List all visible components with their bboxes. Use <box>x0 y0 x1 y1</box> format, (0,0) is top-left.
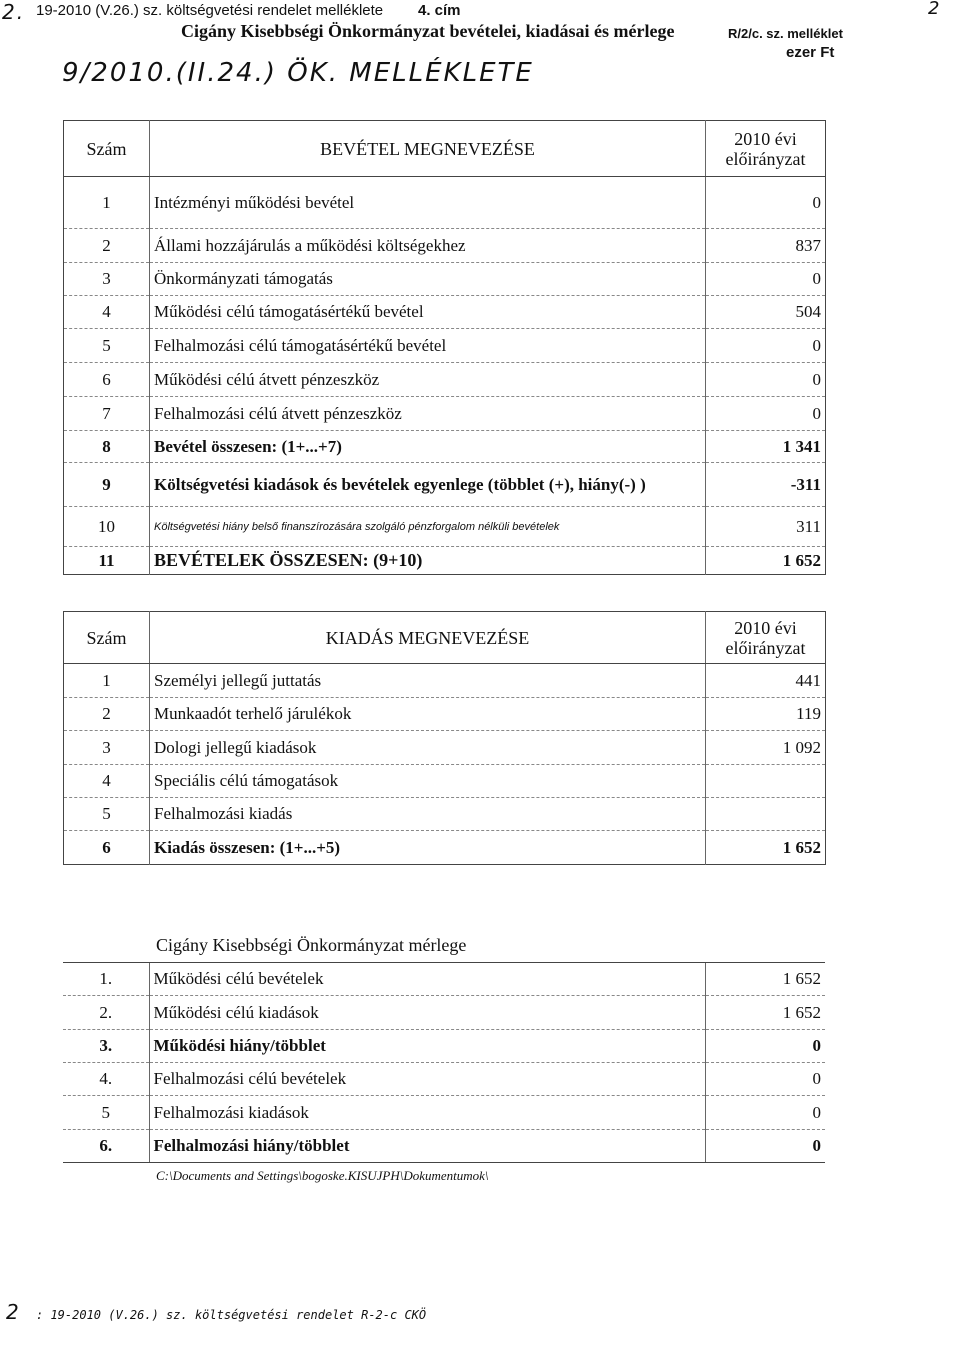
row-value: 0 <box>705 1130 825 1163</box>
row-value <box>706 765 826 798</box>
row-value: 119 <box>706 698 826 731</box>
row-name: Intézményi működési bevétel <box>150 177 706 229</box>
row-value: 0 <box>706 177 826 229</box>
row-name: Felhalmozási hiány/többlet <box>149 1130 705 1163</box>
currency-unit: ezer Ft <box>786 44 835 61</box>
row-value: 837 <box>706 229 826 263</box>
income-col-value-header: 2010 évi előirányzat <box>706 121 826 177</box>
table-row <box>63 1096 825 1130</box>
row-name: Munkaadót terhelő járulékok <box>150 698 706 731</box>
row-number: 4 <box>64 765 150 798</box>
income-table <box>63 120 826 575</box>
balance-table <box>63 962 825 1163</box>
balance-title: Cigány Kisebbségi Önkormányzat mérlege <box>156 935 467 955</box>
table-row <box>64 765 826 798</box>
table-row <box>64 329 826 363</box>
row-value: 0 <box>705 1096 825 1130</box>
row-value: 1 652 <box>705 963 825 996</box>
row-name: Működési hiány/többlet <box>149 1030 705 1063</box>
row-number: 3 <box>64 263 150 296</box>
row-value: 1 341 <box>706 431 826 463</box>
row-value: 1 652 <box>705 996 825 1030</box>
table-row <box>64 229 826 263</box>
row-name: Felhalmozási célú támogatásértékű bevétel <box>150 329 706 363</box>
row-number: 5 <box>64 798 150 831</box>
row-number: 6 <box>64 831 150 865</box>
row-value: -311 <box>706 463 826 507</box>
row-number: 4 <box>64 296 150 329</box>
table-row <box>64 296 826 329</box>
row-name: Működési célú kiadások <box>149 996 705 1030</box>
income-col-name-header: BEVÉTEL MEGNEVEZÉSE <box>150 121 706 177</box>
row-name: Működési célú támogatásértékű bevétel <box>150 296 706 329</box>
row-name: Speciális célú támogatások <box>150 765 706 798</box>
annex-reference: R/2/c. sz. melléklet <box>728 26 843 41</box>
table-row <box>63 1030 825 1063</box>
page-title: Cigány Kisebbségi Önkormányzat bevételei, kiadásai és mérlege <box>181 21 675 41</box>
table-row <box>64 463 826 507</box>
table-row <box>64 798 826 831</box>
table-row <box>64 664 826 698</box>
row-number: 5 <box>64 329 150 363</box>
table-row <box>63 1130 825 1163</box>
table-row <box>64 507 826 547</box>
row-number: 1. <box>63 963 149 996</box>
row-name: Dologi jellegű kiadások <box>150 731 706 765</box>
row-value <box>706 798 826 831</box>
row-value: 1 652 <box>706 831 826 865</box>
row-name: Felhalmozási célú bevételek <box>149 1063 705 1096</box>
row-value: 311 <box>706 507 826 547</box>
row-value: 0 <box>706 397 826 431</box>
row-number: 7 <box>64 397 150 431</box>
row-name: Működési célú átvett pénzeszköz <box>150 363 706 397</box>
row-number: 1 <box>64 664 150 698</box>
row-value: 1 092 <box>706 731 826 765</box>
header-section-number: 4. cím <box>418 2 461 19</box>
row-name: Állami hozzájárulás a működési költségekhez <box>150 229 706 263</box>
table-row <box>64 731 826 765</box>
handwritten-annex-note: 9/2010.(II.24.) ÖK. MELLÉKLETE <box>62 58 534 88</box>
row-number: 8 <box>64 431 150 463</box>
row-name: Kiadás összesen: (1+...+5) <box>150 831 706 865</box>
expense-col-number-header: Szám <box>64 612 150 664</box>
table-row <box>63 963 825 996</box>
table-row <box>64 397 826 431</box>
income-col-number-header: Szám <box>64 121 150 177</box>
row-number: 2 <box>64 229 150 263</box>
row-number: 3. <box>63 1030 149 1063</box>
row-value: 441 <box>706 664 826 698</box>
row-name: Felhalmozási célú átvett pénzeszköz <box>150 397 706 431</box>
table-row <box>63 996 825 1030</box>
table-row <box>64 431 826 463</box>
expense-col-value-header: 2010 évi előirányzat <box>706 612 826 664</box>
row-name: Felhalmozási kiadások <box>149 1096 705 1130</box>
row-number: 11 <box>64 547 150 575</box>
row-value: 504 <box>706 296 826 329</box>
row-number: 3 <box>64 731 150 765</box>
row-name: BEVÉTELEK ÖSSZESEN: (9+10) <box>150 547 706 575</box>
row-value: 0 <box>706 363 826 397</box>
row-name: Működési célú bevételek <box>149 963 705 996</box>
row-value: 0 <box>706 263 826 296</box>
table-row <box>64 363 826 397</box>
row-name: Költségvetési hiány belső finanszírozására szolgáló pénzforgalom nélküli bevételek <box>150 507 706 547</box>
row-name: Felhalmozási kiadás <box>150 798 706 831</box>
row-value: 0 <box>705 1030 825 1063</box>
row-value: 1 652 <box>706 547 826 575</box>
table-row <box>64 263 826 296</box>
expense-table <box>63 611 826 865</box>
handwritten-mark: 2 <box>928 0 942 19</box>
row-number: 9 <box>64 463 150 507</box>
row-name: Önkormányzati támogatás <box>150 263 706 296</box>
expense-col-name-header: KIADÁS MEGNEVEZÉSE <box>150 612 706 664</box>
table-row <box>64 547 826 575</box>
row-number: 2. <box>63 996 149 1030</box>
row-number: 2 <box>64 698 150 731</box>
row-name: Költségvetési kiadások és bevételek egyenlege (többlet (+), hiány(-) ) <box>150 463 706 507</box>
row-number: 10 <box>64 507 150 547</box>
row-number: 6 <box>64 363 150 397</box>
table-row <box>64 177 826 229</box>
row-number: 5 <box>63 1096 149 1130</box>
row-value: 0 <box>706 329 826 363</box>
handwritten-footer-mark: 2 <box>6 1300 21 1324</box>
row-number: 1 <box>64 177 150 229</box>
header-decree-reference: 19-2010 (V.26.) sz. költségvetési rendelet melléklete <box>36 2 384 19</box>
row-value: 0 <box>705 1063 825 1096</box>
table-row <box>64 698 826 731</box>
row-number: 4. <box>63 1063 149 1096</box>
page-footer: : 19-2010 (V.26.) sz. költségvetési rendelet R-2-c CKÖ <box>36 1308 427 1322</box>
row-number: 6. <box>63 1130 149 1163</box>
row-name: Bevétel összesen: (1+...+7) <box>150 431 706 463</box>
file-path: C:\Documents and Settings\bogoske.KISUJPH\Dokumentumok\ <box>156 1168 489 1183</box>
table-row <box>63 1063 825 1096</box>
handwritten-page-number: 2. <box>2 0 26 24</box>
row-name: Személyi jellegű juttatás <box>150 664 706 698</box>
table-row <box>64 831 826 865</box>
